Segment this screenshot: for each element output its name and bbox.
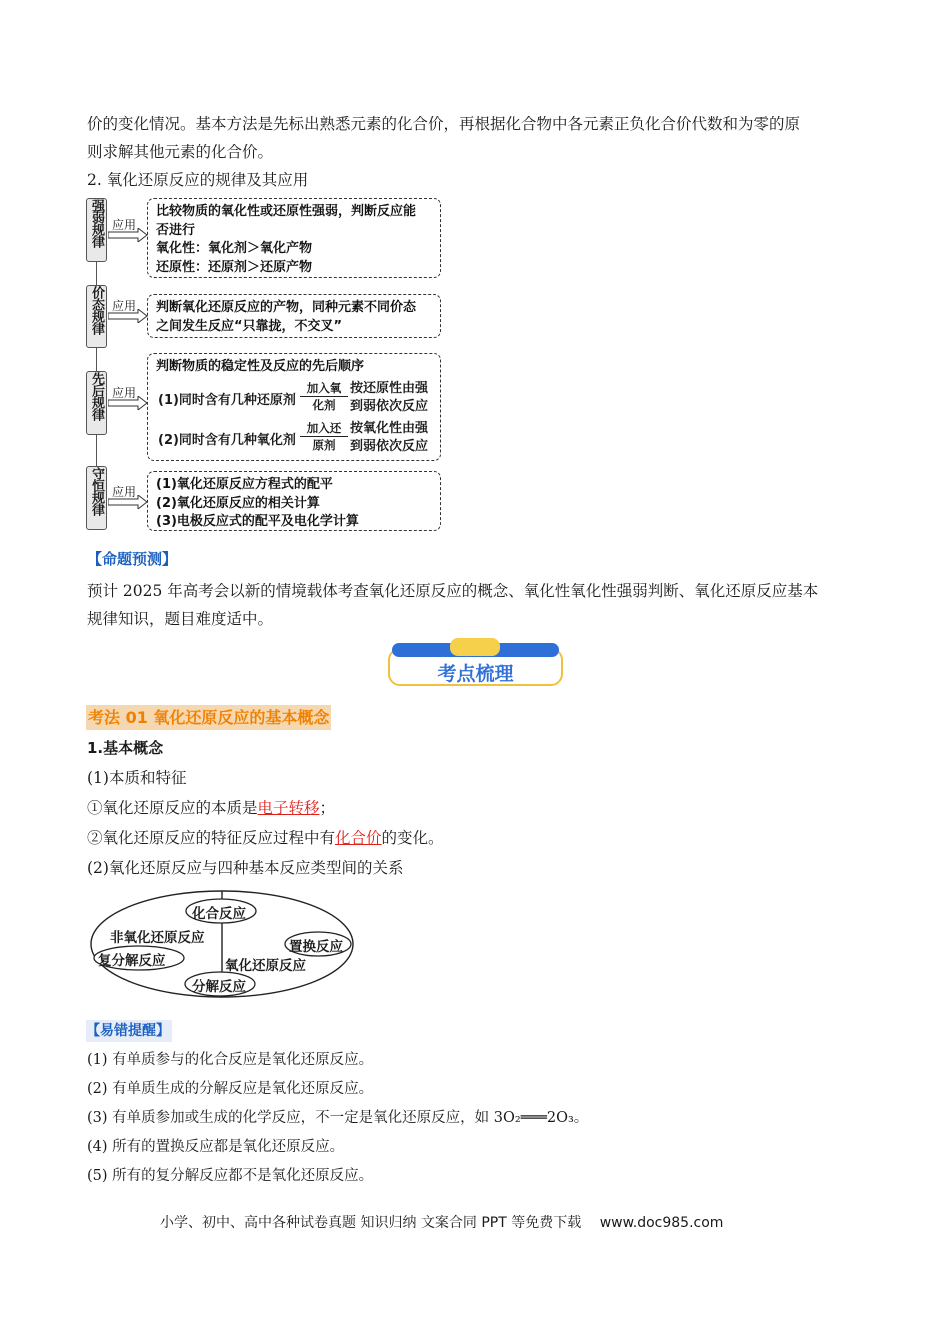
order-row-1-right: 按还原性由强 到弱依次反应 — [350, 381, 429, 414]
intro-line-2: 则求解其他元素的化合价。 — [87, 143, 274, 161]
sub-heading-basic: 1.基本概念 — [87, 739, 164, 757]
order-row-2-arrow: 加入还 原剂 — [300, 420, 348, 453]
prediction-paragraph: 预计 2025 年高考会以新的情境载体考查氧化还原反应的概念、氧化性氧化性强弱判断、氧化还原反应基本 规律知识，题目难度适中。 — [87, 582, 819, 628]
rule-label-strength: 强弱规律 — [86, 198, 107, 262]
mistakes-label: 【易错提醒】 — [86, 1020, 172, 1042]
order-row-2-left: (2)同时含有几种氧化剂 — [158, 433, 296, 448]
mistake-item: (4) 所有的置换反应都是氧化还原反应。 — [87, 1139, 345, 1155]
rule-label-order: 先后规律 — [86, 371, 107, 435]
reaction-types-diagram — [88, 888, 356, 1000]
p-feature: ②氧化还原反应的特征反应过程中有化合价的变化。 — [87, 829, 444, 847]
rule-box-order: 判断物质的稳定性及反应的先后顺序 — [147, 353, 441, 461]
mistake-item: (1) 有单质参与的化合反应是氧化还原反应。 — [87, 1052, 374, 1068]
banner-tab — [450, 638, 500, 656]
p-essence-heading: (1)本质和特征 — [87, 769, 187, 787]
rule-box-strength: 比较物质的氧化性或还原性强弱，判断反应能 否进行 氧化性：氧化剂＞氧化产物 还原性：还原剂＞还原产物 — [147, 198, 441, 278]
apply-arrow-2-icon — [108, 309, 148, 323]
footer-url[interactable]: www.doc985.com — [599, 1215, 724, 1231]
rule-box-conservation: (1)氧化还原反应方程式的配平 (2)氧化还原反应的相关计算 (3)电极反应式的配平及电化学计算 — [147, 471, 441, 531]
label-displacement: 置换反应 — [289, 939, 343, 955]
mistake-item: (2) 有单质生成的分解反应是氧化还原反应。 — [87, 1081, 374, 1097]
footer-text: 小学、初中、高中各种试卷真题 知识归纳 文案合同 PPT 等免费下载 — [160, 1215, 582, 1231]
section-title: 考法 01 氧化还原反应的基本概念 — [86, 705, 331, 730]
rule-box-valence: 判断氧化还原反应的产物，同种元素不同价态 之间发生反应“只靠拢，不交叉” — [147, 294, 441, 338]
rules-heading: 2. 氧化还原反应的规律及其应用 — [87, 171, 309, 189]
intro-line-1: 价的变化情况。基本方法是先标出熟悉元素的化合价，再根据化合物中各元素正负化合价代数和为零的原 — [87, 115, 801, 133]
section-banner — [388, 638, 563, 688]
label-combination: 化合反应 — [192, 906, 246, 922]
label-double-decomposition: 复分解反应 — [98, 953, 166, 969]
apply-arrow-3-icon — [108, 396, 148, 410]
rule-label-conservation: 守恒规律 — [86, 466, 107, 530]
basic-concepts — [87, 734, 877, 882]
prediction-label: 【命题预测】 — [87, 550, 178, 568]
banner-title: 考点梳理 — [437, 663, 514, 685]
order-row-1-left: (1)同时含有几种还原剂 — [158, 393, 296, 408]
apply-label-1: 应用 — [112, 218, 137, 232]
intro-paragraph — [87, 110, 877, 194]
apply-arrow-4-icon — [108, 495, 148, 509]
order-row-2-right: 按氧化性由强 到弱依次反应 — [350, 421, 429, 454]
apply-arrow-1-icon — [108, 228, 148, 242]
apply-label-3: 应用 — [112, 386, 137, 400]
mistakes-list — [87, 1046, 877, 1191]
label-decomposition: 分解反应 — [192, 979, 246, 995]
p-essence: ①氧化还原反应的本质是电子转移； — [87, 799, 336, 817]
label-non-redox: 非氧化还原反应 — [110, 930, 205, 946]
label-redox: 氧化还原反应 — [225, 958, 306, 974]
mistake-item: (3) 有单质参加或生成的化学反应，不一定是氧化还原反应，如 3O₂═══2O₃。 — [87, 1110, 589, 1126]
rule-label-valence: 价态规律 — [86, 285, 107, 348]
p-relation: (2)氧化还原反应与四种基本反应类型间的关系 — [87, 859, 404, 877]
order-row-1-arrow: 加入氧 化剂 — [300, 380, 348, 413]
apply-label-4: 应用 — [112, 485, 137, 499]
apply-label-2: 应用 — [112, 299, 137, 313]
footer — [160, 1212, 800, 1232]
mistake-item: (5) 所有的复分解反应都不是氧化还原反应。 — [87, 1168, 374, 1184]
